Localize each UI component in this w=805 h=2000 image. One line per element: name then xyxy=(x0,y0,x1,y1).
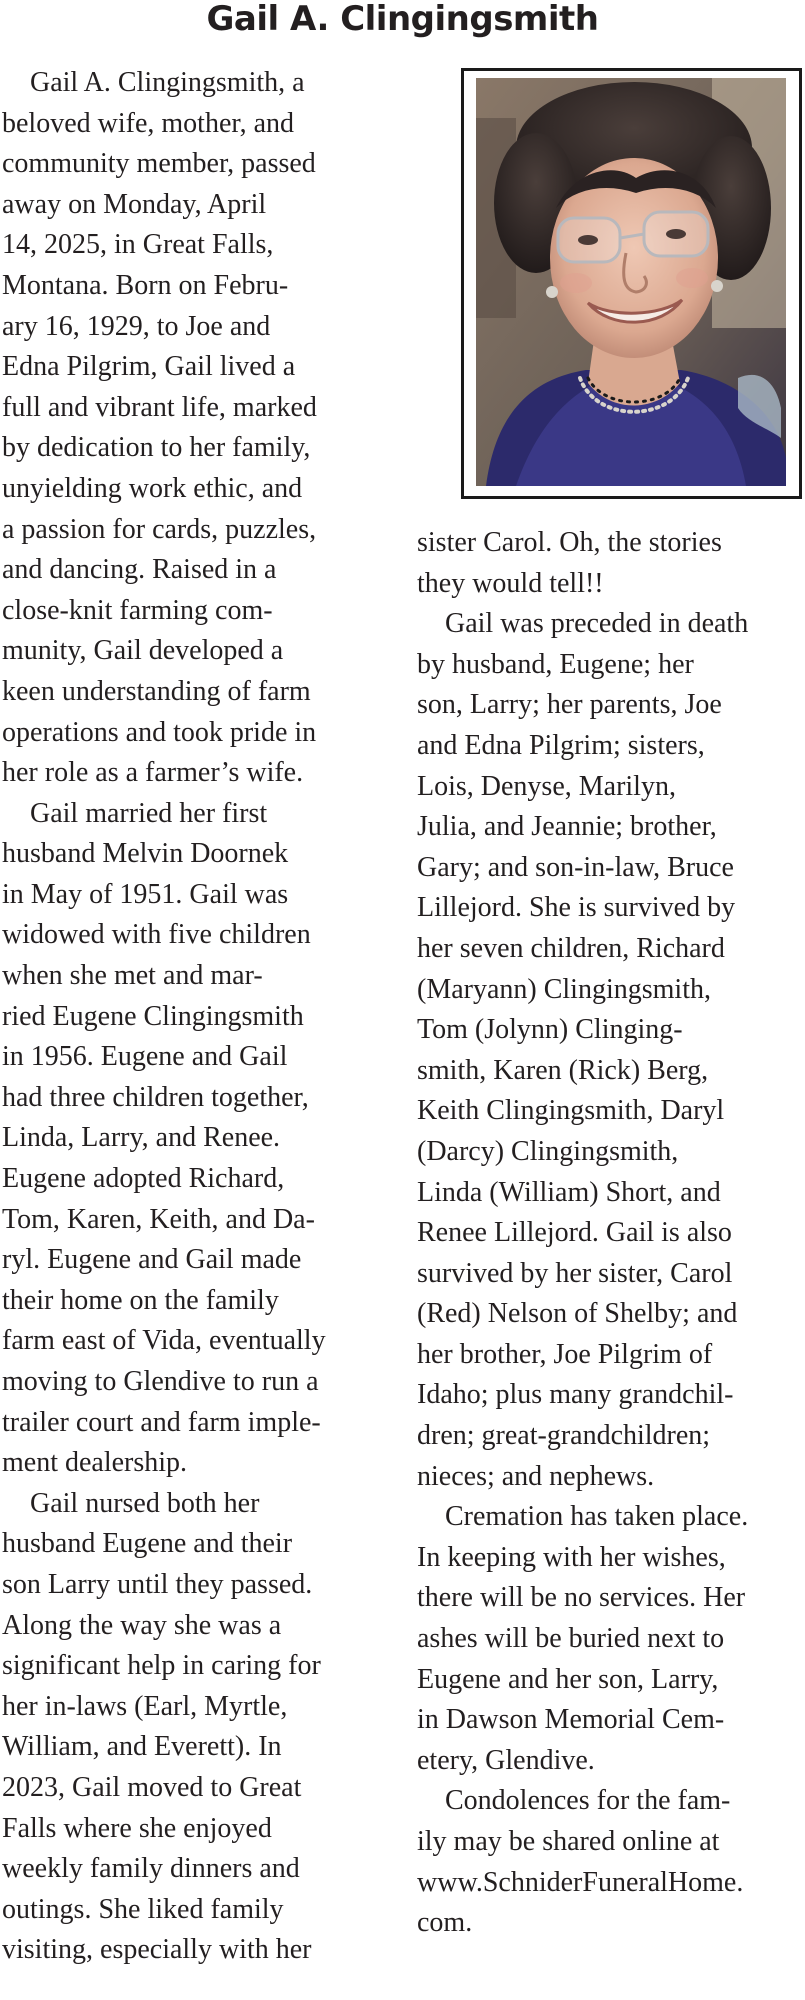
text-line: their home on the family xyxy=(2,1284,279,1316)
text-line: there will be no services. Her xyxy=(417,1582,746,1614)
text-line: in Dawson Memorial Cem- xyxy=(417,1704,725,1736)
text-line: dren; great-grandchildren; xyxy=(417,1420,711,1452)
text-line: Linda, Larry, and Renee. xyxy=(2,1122,281,1154)
text-line: Eugene and her son, Larry, xyxy=(417,1663,719,1695)
text-line: sister Carol. Oh, the stories xyxy=(417,527,722,558)
text-line: husband Eugene and their xyxy=(2,1528,293,1560)
text-line: Montana. Born on Febru- xyxy=(2,269,289,301)
text-line: ryl. Eugene and Gail made xyxy=(2,1244,302,1276)
text-line: Falls where she enjoyed xyxy=(2,1812,272,1844)
text-line: Cremation has taken place. xyxy=(417,1501,749,1533)
text-line: by husband, Eugene; her xyxy=(417,648,694,680)
text-line: keen understanding of farm xyxy=(2,675,311,707)
text-line: ily may be shared online at xyxy=(417,1826,720,1857)
text-line: son Larry until they passed. xyxy=(2,1568,313,1600)
text-line: smith, Karen (Rick) Berg, xyxy=(417,1054,709,1086)
text-line: Condolences for the fam- xyxy=(417,1785,731,1817)
text-line: ary 16, 1929, to Joe and xyxy=(2,310,271,342)
text-line: and dancing. Raised in a xyxy=(2,554,277,586)
text-line: Idaho; plus many grandchil- xyxy=(417,1379,734,1411)
text-line: William, and Everett). In xyxy=(2,1731,282,1763)
text-line: her brother, Joe Pilgrim of xyxy=(417,1338,713,1370)
text-line: munity, Gail developed a xyxy=(2,635,284,667)
text-line: away on Monday, April xyxy=(2,188,267,220)
text-line: in 1956. Eugene and Gail xyxy=(2,1041,288,1073)
text-line: Keith Clingingsmith, Daryl xyxy=(417,1095,725,1127)
text-line: farm east of Vida, eventually xyxy=(2,1325,326,1357)
text-line: weekly family dinners and xyxy=(2,1853,300,1885)
text-line: ashes will be buried next to xyxy=(417,1623,725,1655)
obituary-title: Gail A. Clingingsmith xyxy=(206,0,599,39)
text-line: In keeping with her wishes, xyxy=(417,1541,726,1573)
text-line: (Red) Nelson of Shelby; and xyxy=(417,1298,738,1330)
text-line: survived by her sister, Carol xyxy=(417,1257,733,1289)
text-line: etery, Glendive. xyxy=(417,1744,595,1776)
text-line: (Maryann) Clingingsmith, xyxy=(417,973,711,1005)
text-line: Tom (Jolynn) Clinging- xyxy=(417,1014,683,1046)
text-line: Gail was preceded in death xyxy=(417,608,749,640)
text-line: moving to Glendive to run a xyxy=(2,1366,319,1397)
text-line: 2023, Gail moved to Great xyxy=(2,1771,302,1803)
text-line: widowed with five children xyxy=(2,919,311,951)
text-line: operations and took pride in xyxy=(2,716,317,748)
obituary-text-left-column xyxy=(2,63,387,1971)
text-line: Gary; and son-in-law, Bruce xyxy=(417,851,734,883)
text-line: had three children together, xyxy=(2,1081,309,1113)
text-line: they would tell!! xyxy=(417,567,604,599)
text-line: in May of 1951. Gail was xyxy=(2,878,289,910)
text-line: outings. She liked family xyxy=(2,1893,284,1925)
text-line: husband Melvin Doornek xyxy=(2,838,289,870)
text-line: nieces; and nephews. xyxy=(417,1460,655,1492)
text-line: a passion for cards, puzzles, xyxy=(2,513,317,545)
text-line: trailer court and farm imple- xyxy=(2,1406,321,1438)
text-line: Gail married her first xyxy=(2,797,268,829)
text-line: visiting, especially with her xyxy=(2,1934,312,1966)
text-line: com. xyxy=(417,1907,473,1939)
text-line: her role as a farmer’s wife. xyxy=(2,757,304,789)
text-line: Tom, Karen, Keith, and Da- xyxy=(2,1203,315,1235)
text-line: her seven children, Richard xyxy=(417,932,725,964)
portrait-photo xyxy=(461,68,802,499)
text-line: full and vibrant life, marked xyxy=(2,391,317,423)
text-line: ried Eugene Clingingsmith xyxy=(2,1000,304,1032)
text-line: close-knit farming com- xyxy=(2,594,273,626)
text-line: Linda (William) Short, and xyxy=(417,1176,721,1208)
text-line: beloved wife, mother, and xyxy=(2,107,295,139)
text-line: ment dealership. xyxy=(2,1447,188,1479)
text-line: and Edna Pilgrim; sisters, xyxy=(417,729,705,761)
text-line: Lillejord. She is survived by xyxy=(417,892,736,924)
text-line: Edna Pilgrim, Gail lived a xyxy=(2,351,296,383)
text-line: Renee Lillejord. Gail is also xyxy=(417,1217,732,1249)
text-line: unyielding work ethic, and xyxy=(2,472,303,504)
text-line: when she met and mar- xyxy=(2,960,263,992)
text-line: Eugene adopted Richard, xyxy=(2,1163,285,1195)
obituary-text-right-column xyxy=(417,523,805,1944)
text-line: Along the way she was a xyxy=(2,1609,282,1641)
text-line: Gail A. Clingingsmith, a xyxy=(2,67,305,98)
text-line: Julia, and Jeannie; brother, xyxy=(417,811,717,843)
text-line: 14, 2025, in Great Falls, xyxy=(2,229,274,261)
text-line: (Darcy) Clingingsmith, xyxy=(417,1135,679,1167)
text-line: her in-laws (Earl, Myrtle, xyxy=(2,1690,288,1722)
text-line: Gail nursed both her xyxy=(2,1487,260,1519)
text-line: significant help in caring for xyxy=(2,1650,321,1682)
text-line: by dedication to her family, xyxy=(2,432,311,464)
text-line: www.SchniderFuneralHome. xyxy=(417,1866,744,1898)
text-line: community member, passed xyxy=(2,148,316,180)
text-line: Lois, Denyse, Marilyn, xyxy=(417,770,676,802)
text-line: son, Larry; her parents, Joe xyxy=(417,689,722,721)
